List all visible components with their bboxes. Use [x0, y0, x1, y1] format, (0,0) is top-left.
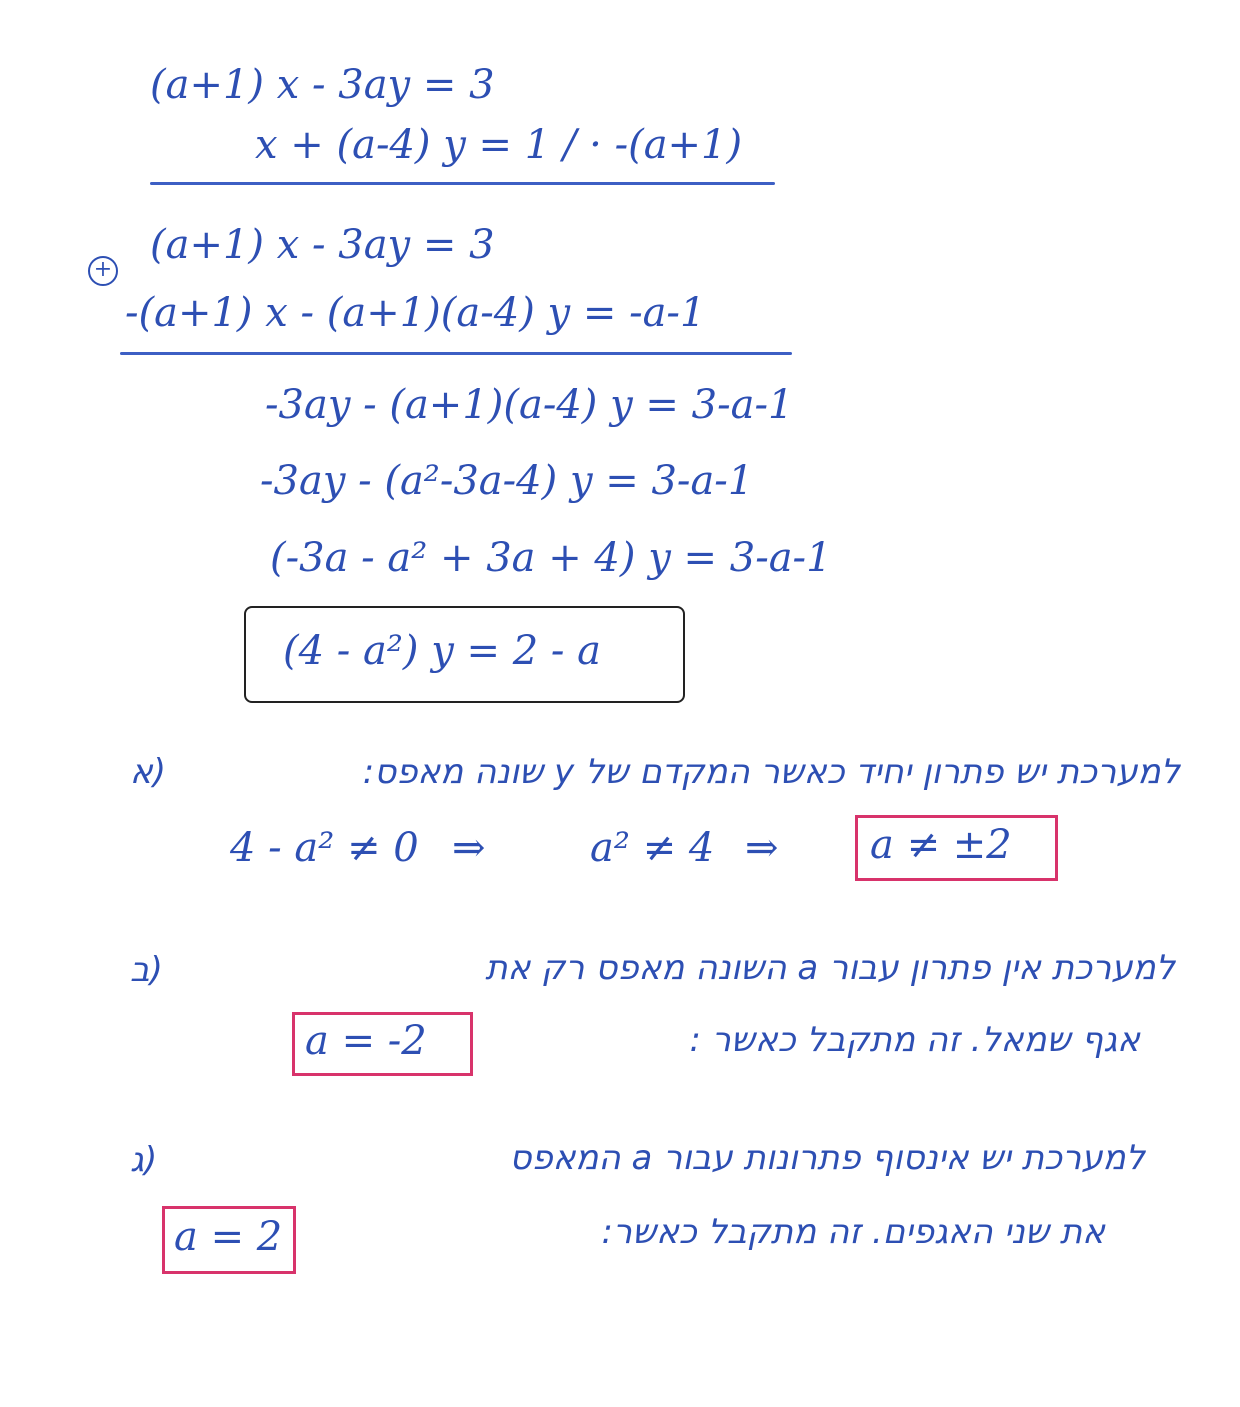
system-equation-2: x + (a-4) y = 1 / · -(a+1)	[255, 122, 743, 168]
part-b-answer: a = -2	[305, 1018, 427, 1064]
divider-line	[120, 352, 792, 355]
part-c-text-line-1: למערכת יש אינסוף פתרונות עבור a המאפס	[509, 1138, 1145, 1178]
part-a-step: 4 - a² ≠ 0	[230, 825, 419, 871]
part-a-text: למערכת יש פתרון יחיד כאשר המקדם של y שונה מאפס:	[362, 752, 1180, 792]
plus-circle-icon: +	[88, 256, 118, 286]
part-a-label: א)	[130, 752, 166, 792]
part-a-step: a² ≠ 4	[590, 825, 715, 871]
system-equation-1: (a+1) x - 3ay = 3	[150, 62, 495, 108]
elimination-equation-2: -(a+1) x - (a+1)(a-4) y = -a-1	[125, 290, 706, 336]
part-a-answer: a ≠ ±2	[870, 822, 1012, 868]
implies-arrow: ⇒	[452, 825, 486, 871]
implies-arrow: ⇒	[745, 825, 779, 871]
part-c-text-line-2: את שני האגפים. זה מתקבל כאשר:	[601, 1212, 1105, 1252]
part-c-answer: a = 2	[174, 1214, 283, 1260]
divider-line	[150, 182, 775, 185]
step-equation: -3ay - (a+1)(a-4) y = 3-a-1	[265, 382, 794, 428]
part-c-label: ג)	[130, 1140, 158, 1180]
result-equation: (4 - a²) y = 2 - a	[283, 628, 601, 674]
part-b-text-line-1: למערכת אין פתרון עבור a השונה מאפס רק את	[485, 948, 1175, 988]
elimination-equation-1: (a+1) x - 3ay = 3	[150, 222, 495, 268]
step-equation: -3ay - (a²-3a-4) y = 3-a-1	[260, 458, 754, 504]
step-equation: (-3a - a² + 3a + 4) y = 3-a-1	[270, 535, 832, 581]
part-b-label: ב)	[130, 950, 163, 990]
part-b-text-line-2: אגף שמאל. זה מתקבל כאשר :	[689, 1020, 1140, 1060]
